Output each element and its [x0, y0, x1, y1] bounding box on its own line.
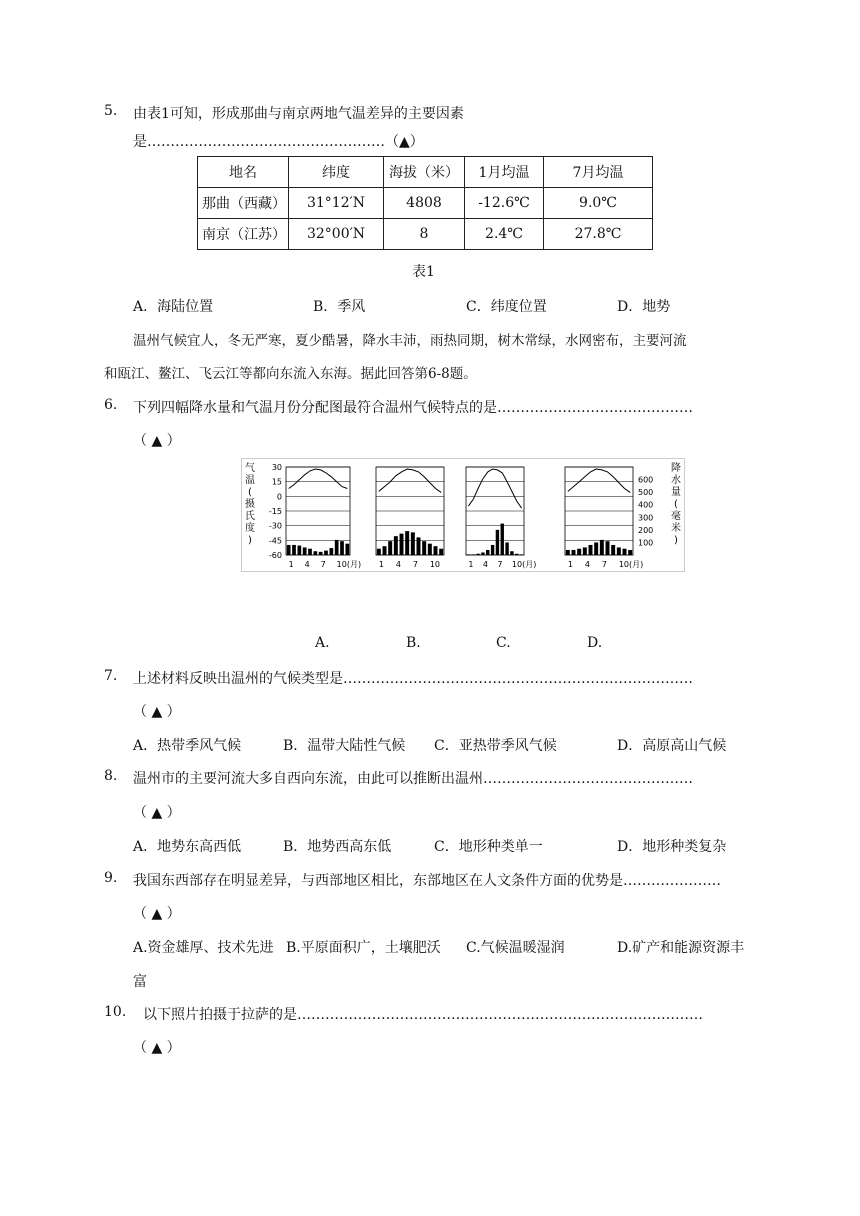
table-header: 7月均温 — [544, 157, 653, 188]
x-tick-label: 1 — [567, 560, 573, 569]
precip-bar — [572, 550, 576, 555]
left-axis-title-char: 度 — [245, 523, 255, 534]
left-tick-label: 15 — [271, 477, 282, 487]
x-tick-label: 1 — [468, 560, 474, 569]
table-header: 海拔（米） — [384, 157, 465, 188]
precip-bar — [606, 541, 610, 555]
climate-table — [197, 156, 653, 250]
q8-option-a: A．地势东高西低 — [133, 839, 242, 855]
precip-bar — [515, 554, 518, 555]
precip-bar — [340, 541, 344, 555]
q9-option-c: C.气候温暖湿润 — [466, 940, 565, 956]
precip-bar — [324, 551, 328, 555]
q5-number: 5. — [104, 103, 118, 119]
climate-charts-figure — [241, 458, 685, 572]
table-header: 地名 — [198, 157, 289, 188]
precip-bar — [303, 547, 307, 555]
q8-answer-mark: （ ▲ ） — [133, 805, 181, 821]
left-tick-label: 30 — [271, 463, 282, 472]
left-tick-label: -60 — [268, 551, 282, 560]
precip-bar — [589, 545, 593, 555]
precip-bar — [491, 545, 494, 555]
q9-text: 我国东西部存在明显差异，与西部地区相比，东部地区在人文条件方面的优势是………………… — [133, 873, 721, 889]
precip-bar — [329, 548, 333, 555]
q6-number: 6. — [104, 397, 118, 413]
table-row — [198, 188, 653, 219]
x-tick-label: 7 — [497, 560, 503, 569]
precip-bar — [308, 549, 312, 555]
precip-bar — [577, 549, 581, 555]
x-tick-label: 7 — [412, 560, 418, 569]
precip-bar — [400, 534, 404, 555]
q9-number: 9. — [104, 870, 118, 886]
precip-bar — [287, 545, 291, 555]
q5-text-cont: 是……………………………………………（▲） — [133, 134, 424, 150]
q8-option-b: B．地势西高东低 — [283, 839, 392, 855]
left-axis-title-char: 摄 — [245, 499, 255, 510]
q7-option-a: A．热带季风气候 — [133, 738, 242, 754]
x-tick-label: 10(月) — [618, 560, 644, 569]
q6-answer-mark: （ ▲ ） — [133, 433, 181, 449]
x-tick-label: 1 — [288, 560, 294, 569]
x-tick-label: 10 — [429, 560, 441, 569]
precip-bar — [594, 542, 598, 555]
q8-option-c: C．地形种类单一 — [434, 839, 543, 855]
right-tick-label: 500 — [638, 488, 654, 498]
precip-bar — [335, 540, 339, 555]
x-tick-label: 4 — [482, 560, 489, 569]
table-cell: 32°00′N — [289, 219, 384, 250]
precip-bar — [428, 544, 432, 555]
left-axis-title-char: ( — [248, 487, 252, 498]
right-axis-title-char: 水 — [671, 475, 681, 486]
right-tick-label: 600 — [638, 475, 654, 485]
precip-bar — [496, 530, 499, 555]
q6-option-c-label: C. — [496, 635, 511, 651]
q5-option-b: B．季风 — [313, 299, 366, 315]
right-axis-title-char: 降 — [671, 463, 681, 474]
precip-bar — [566, 550, 570, 555]
q8-option-d: D．地形种类复杂 — [617, 839, 727, 855]
precip-bar — [583, 547, 587, 555]
x-tick-label: 1 — [378, 560, 384, 569]
left-axis-title-char: 氏 — [245, 511, 255, 522]
precip-bar — [439, 549, 443, 555]
q7-text: 上述材料反映出温州的气候类型是………………………………………………………………… — [133, 671, 693, 687]
precip-bar — [422, 541, 426, 555]
q5-text: 由表1可知，形成那曲与南京两地气温差异的主要因素 — [133, 106, 464, 122]
right-tick-label: 300 — [638, 513, 654, 523]
table-row — [198, 219, 653, 250]
precip-bar — [505, 542, 508, 555]
q7-number: 7. — [104, 668, 118, 684]
q7-answer-mark: （ ▲ ） — [133, 704, 181, 720]
precip-bar — [411, 532, 415, 555]
precip-bar — [611, 545, 615, 555]
left-tick-label: -45 — [268, 536, 282, 546]
q6-text: 下列四幅降水量和气温月份分配图最符合温州气候特点的是…………………………………… — [133, 400, 693, 416]
table-cell: 27.8℃ — [544, 219, 653, 250]
precip-bar — [623, 549, 627, 555]
left-tick-label: -15 — [268, 507, 282, 516]
precip-bar — [383, 546, 387, 555]
precip-bar — [313, 551, 317, 555]
q6-option-b-label: B. — [406, 635, 421, 651]
climate-charts-svg — [242, 459, 684, 571]
q10-answer-mark: （ ▲ ） — [133, 1040, 181, 1056]
precip-bar — [417, 537, 421, 555]
x-tick-label: 7 — [601, 560, 607, 569]
precip-bar — [467, 554, 470, 555]
table-cell: 31°12′N — [289, 188, 384, 219]
q7-option-b: B．温带大陆性气候 — [283, 738, 406, 754]
q8-number: 8. — [104, 768, 118, 784]
precip-bar — [486, 550, 489, 555]
table-cell: 4808 — [384, 188, 465, 219]
q10-text: 以下照片拍摄于拉萨的是…………………………………………………………………………… — [143, 1007, 703, 1023]
precip-bar — [297, 546, 301, 555]
precip-bar — [472, 554, 475, 555]
right-tick-label: 200 — [638, 525, 654, 535]
q9-option-a: A.资金雄厚、技术先进 — [133, 940, 274, 956]
right-axis-title-char: ( — [674, 499, 678, 510]
precip-bar — [617, 547, 621, 555]
table-header-row — [198, 157, 653, 188]
x-tick-label: 4 — [304, 560, 310, 569]
passage-line-2: 和瓯江、鳌江、飞云江等都向东流入东海。据此回答第6-8题。 — [104, 366, 477, 382]
precip-bar — [377, 549, 381, 555]
q7-option-c: C．亚热带季风气候 — [434, 738, 557, 754]
table-caption: 表1 — [412, 264, 435, 280]
table-cell: 9.0℃ — [544, 188, 653, 219]
table-cell: 那曲（西藏） — [198, 188, 289, 219]
q8-text: 温州市的主要河流大多自西向东流，由此可以推断出温州……………………………………… — [133, 771, 693, 787]
q9-option-d-wrap: 富 — [133, 974, 147, 990]
precip-bar — [501, 524, 504, 555]
table-cell: -12.6℃ — [465, 188, 544, 219]
x-tick-label: 7 — [320, 560, 326, 569]
table-header: 纬度 — [289, 157, 384, 188]
x-tick-label: 10(月) — [511, 560, 537, 569]
right-axis-title-char: 毫 — [671, 511, 681, 522]
precip-bar — [394, 536, 398, 555]
q9-answer-mark: （ ▲ ） — [133, 906, 181, 922]
left-axis-title-char: 温 — [245, 475, 255, 486]
table-cell: 8 — [384, 219, 465, 250]
table-cell: 2.4℃ — [465, 219, 544, 250]
passage-line-1: 温州气候宜人，冬无严寒，夏少酷暑，降水丰沛，雨热同期，树木常绿，水网密布，主要河流 — [133, 333, 687, 349]
q7-option-d: D．高原高山气候 — [617, 738, 727, 754]
precip-bar — [510, 551, 513, 555]
right-axis-title-char: ) — [674, 535, 678, 546]
right-axis-title-char: 量 — [671, 487, 681, 498]
table-cell: 南京（江苏） — [198, 219, 289, 250]
precip-bar — [434, 546, 438, 555]
q5-option-c: C．纬度位置 — [466, 299, 547, 315]
q9-option-b: B.平原面积广，土壤肥沃 — [286, 940, 441, 956]
q9-option-d: D.矿产和能源资源丰 — [617, 940, 745, 956]
left-axis-title-char: 气 — [245, 463, 255, 474]
q6-option-d-label: D. — [587, 635, 603, 651]
q5-option-d: D．地势 — [617, 299, 671, 315]
q10-number: 10. — [104, 1004, 127, 1020]
precip-bar — [476, 554, 479, 555]
right-axis-title-char: 米 — [671, 523, 681, 534]
x-tick-label: 10(月) — [336, 560, 362, 569]
left-tick-label: 0 — [276, 492, 282, 502]
precip-bar — [520, 554, 523, 555]
q6-option-a-label: A. — [315, 635, 330, 651]
precip-bar — [319, 552, 323, 555]
left-axis-title-char: ) — [248, 535, 252, 546]
right-tick-label: 100 — [638, 538, 654, 548]
precip-bar — [628, 550, 632, 555]
precip-bar — [292, 545, 296, 555]
q5-option-a: A．海陆位置 — [133, 299, 214, 315]
precip-bar — [481, 552, 484, 555]
x-tick-label: 4 — [395, 560, 401, 569]
precip-bar — [388, 541, 392, 555]
precip-bar — [405, 531, 409, 555]
left-tick-label: -30 — [268, 521, 282, 531]
x-tick-label: 4 — [584, 560, 590, 569]
precip-bar — [600, 540, 604, 555]
precip-bar — [345, 544, 349, 555]
right-tick-label: 400 — [638, 500, 654, 510]
table-header: 1月均温 — [465, 157, 544, 188]
